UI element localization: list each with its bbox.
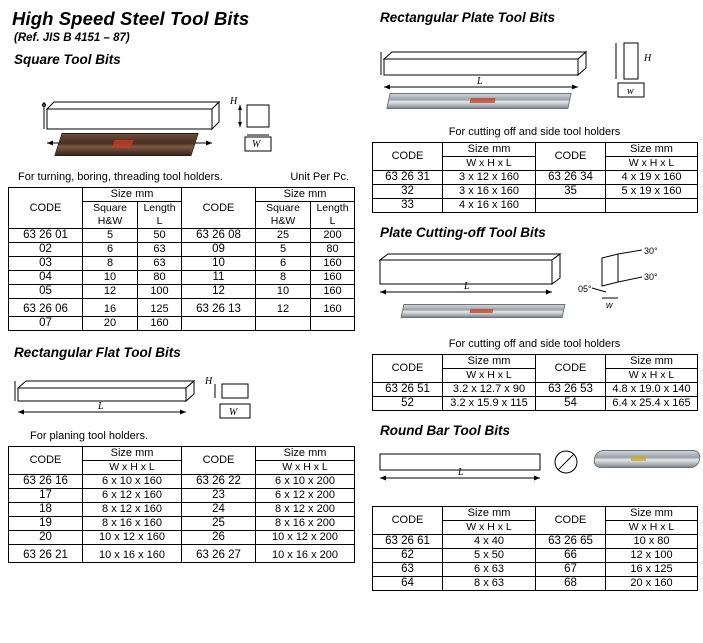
cell-code: 63 26 61 <box>373 535 443 549</box>
table-row <box>9 299 355 317</box>
cell-square: 10 <box>83 271 138 285</box>
header-code: CODE <box>9 447 83 475</box>
cell-code: 19 <box>9 517 83 531</box>
cell-size-2: 12 x 100 <box>606 549 698 563</box>
cell-code: 63 26 16 <box>9 475 83 489</box>
cell-length-2: 160 <box>311 271 355 285</box>
angle-label-2: 30° <box>644 272 658 282</box>
cell-size: 4 x 40 <box>443 535 536 549</box>
cell-code-2: 10 <box>182 257 256 271</box>
svg-text:W: W <box>229 407 238 418</box>
header-whl: W x H x L <box>443 369 536 383</box>
table-header-row <box>373 507 698 521</box>
cell-code: 02 <box>9 243 83 257</box>
cell-code: 63 26 06 <box>9 299 83 317</box>
cell-length: 63 <box>138 257 182 271</box>
cell-size-2: 20 x 160 <box>606 577 698 591</box>
header-square-hw-2: Square H&W <box>256 202 311 229</box>
cell-size: 8 x 16 x 160 <box>83 517 182 531</box>
section-title-flat: Rectangular Flat Tool Bits <box>14 345 181 360</box>
cell-size: 6 x 12 x 160 <box>83 489 182 503</box>
cell-code: 17 <box>9 489 83 503</box>
section-title-round: Round Bar Tool Bits <box>380 423 510 438</box>
cutoff-tool-bit-drawing <box>366 246 703 338</box>
cell-size-2: 10 x 16 x 200 <box>256 545 355 563</box>
table-row <box>9 517 355 531</box>
plate-tool-bit-drawing <box>366 31 703 126</box>
table-row <box>373 383 698 397</box>
section-title-cutoff: Plate Cutting-off Tool Bits <box>380 225 546 240</box>
table-row <box>373 199 698 213</box>
square-tool-bit-svg <box>0 71 363 171</box>
header-whl: W x H x L <box>443 157 536 171</box>
unit-note: Unit Per Pc. <box>290 171 349 183</box>
svg-text:H: H <box>205 376 213 387</box>
header-code: CODE <box>373 507 443 535</box>
plate-tool-bit-svg <box>366 31 703 126</box>
cell-code-2 <box>182 317 256 331</box>
header-length-2: Length L <box>311 202 355 229</box>
cell-code-2: 63 26 08 <box>182 229 256 243</box>
table-row <box>373 185 698 199</box>
right-column <box>366 0 703 591</box>
table-row <box>373 535 698 549</box>
cell-size-2: 8 x 16 x 200 <box>256 517 355 531</box>
header-square-hw: Square H&W <box>83 202 138 229</box>
table-header-row <box>9 447 355 461</box>
svg-text:w: w <box>606 300 613 310</box>
cell-size: 6 x 10 x 160 <box>83 475 182 489</box>
page-title: High Speed Steel Tool Bits <box>12 8 250 29</box>
cell-code-2: 26 <box>182 531 256 545</box>
plate-tool-bits-table <box>372 142 698 213</box>
cell-size: 8 x 63 <box>443 577 536 591</box>
cell-size: 10 x 16 x 160 <box>83 545 182 563</box>
left-column <box>0 0 363 563</box>
header-code: CODE <box>373 355 443 383</box>
square-tool-bit-drawing <box>0 71 363 171</box>
cell-size: 3 x 12 x 160 <box>443 171 536 185</box>
cell-length-2: 200 <box>311 229 355 243</box>
cell-size-2: 5 x 19 x 160 <box>606 185 698 199</box>
table-row <box>373 577 698 591</box>
header-size-2: Size mm <box>606 143 698 157</box>
cell-square-2: 5 <box>256 243 311 257</box>
cell-code: 63 <box>373 563 443 577</box>
cell-length: 160 <box>138 317 182 331</box>
table-row <box>9 489 355 503</box>
cell-size-2: 6 x 12 x 200 <box>256 489 355 503</box>
cell-code: 33 <box>373 199 443 213</box>
header-size-2: Size mm <box>606 507 698 521</box>
cell-size-2: 6.4 x 25.4 x 165 <box>606 397 698 411</box>
table-header-row <box>373 355 698 369</box>
cell-code-2: 25 <box>182 517 256 531</box>
cell-code-2: 54 <box>536 397 606 411</box>
standard-reference: (Ref. JIS B 4151 – 87) <box>14 32 130 44</box>
cell-size-2 <box>606 199 698 213</box>
header-whl: W x H x L <box>83 461 182 475</box>
plate-tool-bit-photo <box>386 93 571 109</box>
cell-code-2: 63 26 34 <box>536 171 606 185</box>
cell-length: 63 <box>138 243 182 257</box>
cell-code: 62 <box>373 549 443 563</box>
cell-code-2: 09 <box>182 243 256 257</box>
cell-code-2: 63 26 65 <box>536 535 606 549</box>
cell-code: 05 <box>9 285 83 299</box>
table-row <box>9 317 355 331</box>
table-header-row <box>373 143 698 157</box>
cell-code-2: 12 <box>182 285 256 299</box>
cell-code: 32 <box>373 185 443 199</box>
table-row <box>9 257 355 271</box>
flat-tool-bit-drawing <box>0 364 363 438</box>
cell-square: 8 <box>83 257 138 271</box>
cutoff-tool-bit-svg <box>366 246 703 338</box>
header-code-2: CODE <box>536 143 606 171</box>
cell-length: 100 <box>138 285 182 299</box>
header-length: Length L <box>138 202 182 229</box>
cell-size: 3.2 x 15.9 x 115 <box>443 397 536 411</box>
header-whl-2: W x H x L <box>606 369 698 383</box>
svg-text:H: H <box>230 96 238 107</box>
table-row <box>373 171 698 185</box>
cell-length-2: 160 <box>311 257 355 271</box>
cell-size: 3.2 x 12.7 x 90 <box>443 383 536 397</box>
cell-code: 64 <box>373 577 443 591</box>
cell-code-2: 63 26 53 <box>536 383 606 397</box>
cell-code: 52 <box>373 397 443 411</box>
square-caption: For turning, boring, threading tool holders. <box>18 171 223 183</box>
cell-size: 5 x 50 <box>443 549 536 563</box>
svg-text:H: H <box>644 53 652 64</box>
cell-square: 6 <box>83 243 138 257</box>
cell-code: 63 26 21 <box>9 545 83 563</box>
header-code-2: CODE <box>536 355 606 383</box>
svg-text:w: w <box>627 86 634 97</box>
cell-size-2: 10 x 80 <box>606 535 698 549</box>
cell-square: 12 <box>83 285 138 299</box>
header-size-2: Size mm <box>606 355 698 369</box>
cell-length-2: 160 <box>311 285 355 299</box>
cell-code: 20 <box>9 531 83 545</box>
header-whl-2: W x H x L <box>256 461 355 475</box>
cell-size-2: 4.8 x 19.0 x 140 <box>606 383 698 397</box>
cell-code: 63 26 51 <box>373 383 443 397</box>
plate-caption: For cutting off and side tool holders <box>448 126 621 138</box>
cell-code: 63 26 01 <box>9 229 83 243</box>
table-row <box>373 549 698 563</box>
cell-code-2 <box>536 199 606 213</box>
table-row <box>9 503 355 517</box>
flat-tool-bits-table <box>8 446 355 563</box>
cell-code: 03 <box>9 257 83 271</box>
header-code-2: CODE <box>182 447 256 475</box>
cell-square-2: 10 <box>256 285 311 299</box>
section-title-plate: Rectangular Plate Tool Bits <box>380 10 556 25</box>
cell-square: 20 <box>83 317 138 331</box>
table-row <box>9 271 355 285</box>
cell-size-2: 4 x 19 x 160 <box>606 171 698 185</box>
svg-text:L: L <box>464 281 470 292</box>
table-row <box>373 563 698 577</box>
cell-size-2: 10 x 12 x 200 <box>256 531 355 545</box>
cell-length-2: 160 <box>311 299 355 317</box>
table-row <box>9 285 355 299</box>
cell-size: 10 x 12 x 160 <box>83 531 182 545</box>
cell-code-2: 67 <box>536 563 606 577</box>
angle-label-3: 05° <box>578 284 592 294</box>
cell-length: 50 <box>138 229 182 243</box>
header-whl-2: W x H x L <box>606 521 698 535</box>
cell-code: 04 <box>9 271 83 285</box>
flat-caption: For planing tool holders. <box>30 430 149 442</box>
svg-text:L: L <box>477 76 483 87</box>
table-row <box>9 531 355 545</box>
flat-tool-bit-svg <box>0 364 363 438</box>
cell-size-2: 6 x 10 x 200 <box>256 475 355 489</box>
cell-size-2: 8 x 12 x 200 <box>256 503 355 517</box>
table-row <box>9 243 355 257</box>
cutoff-tool-bit-photo <box>401 304 566 318</box>
cell-size-2: 16 x 125 <box>606 563 698 577</box>
header-size-2: Size mm <box>256 447 355 461</box>
cell-code-2: 23 <box>182 489 256 503</box>
cell-square-2: 6 <box>256 257 311 271</box>
header-code: CODE <box>373 143 443 171</box>
square-tool-bits-table <box>8 187 355 331</box>
cell-code-2: 35 <box>536 185 606 199</box>
header-code-2: CODE <box>536 507 606 535</box>
cell-size: 6 x 63 <box>443 563 536 577</box>
cell-code-2: 24 <box>182 503 256 517</box>
header-code-2: CODE <box>182 188 256 229</box>
cell-code: 07 <box>9 317 83 331</box>
header-whl-2: W x H x L <box>606 157 698 171</box>
cell-code: 63 26 31 <box>373 171 443 185</box>
cell-code: 18 <box>9 503 83 517</box>
cell-code-2: 63 26 22 <box>182 475 256 489</box>
table-header-row <box>9 188 355 202</box>
cell-square: 16 <box>83 299 138 317</box>
angle-label-1: 30° <box>644 246 658 256</box>
header-size: Size mm <box>443 507 536 521</box>
cutoff-caption: For cutting off and side tool holders <box>448 338 621 350</box>
cell-square-2: 25 <box>256 229 311 243</box>
section-title-square: Square Tool Bits <box>14 52 121 67</box>
square-tool-bit-photo <box>54 133 198 156</box>
svg-text:L: L <box>458 467 464 478</box>
table-row <box>9 545 355 563</box>
cell-size: 3 x 16 x 160 <box>443 185 536 199</box>
cell-square-2 <box>256 317 311 331</box>
header-code: CODE <box>9 188 83 229</box>
cell-square-2: 12 <box>256 299 311 317</box>
table-row <box>9 229 355 243</box>
table-row <box>373 397 698 411</box>
cell-length-2 <box>311 317 355 331</box>
header-size: Size mm <box>443 355 536 369</box>
cell-code-2: 63 26 13 <box>182 299 256 317</box>
round-bar-drawing <box>366 444 703 502</box>
cell-code-2: 11 <box>182 271 256 285</box>
svg-text:L: L <box>98 401 104 412</box>
table-row <box>9 475 355 489</box>
cell-code-2: 63 26 27 <box>182 545 256 563</box>
header-size-2: Size mm <box>256 188 355 202</box>
cell-length: 125 <box>138 299 182 317</box>
cell-size: 4 x 16 x 160 <box>443 199 536 213</box>
header-whl: W x H x L <box>443 521 536 535</box>
header-size: Size mm <box>83 447 182 461</box>
header-size: Size mm <box>83 188 182 202</box>
round-bar-photo <box>593 450 702 468</box>
cell-length: 80 <box>138 271 182 285</box>
cell-code-2: 66 <box>536 549 606 563</box>
cell-square: 5 <box>83 229 138 243</box>
header-size: Size mm <box>443 143 536 157</box>
cell-size: 8 x 12 x 160 <box>83 503 182 517</box>
cell-code-2: 68 <box>536 577 606 591</box>
round-bar-tool-bits-table <box>372 506 698 591</box>
cutoff-tool-bits-table <box>372 354 698 411</box>
cell-square-2: 8 <box>256 271 311 285</box>
svg-text:W: W <box>252 139 261 150</box>
cell-length-2: 80 <box>311 243 355 257</box>
